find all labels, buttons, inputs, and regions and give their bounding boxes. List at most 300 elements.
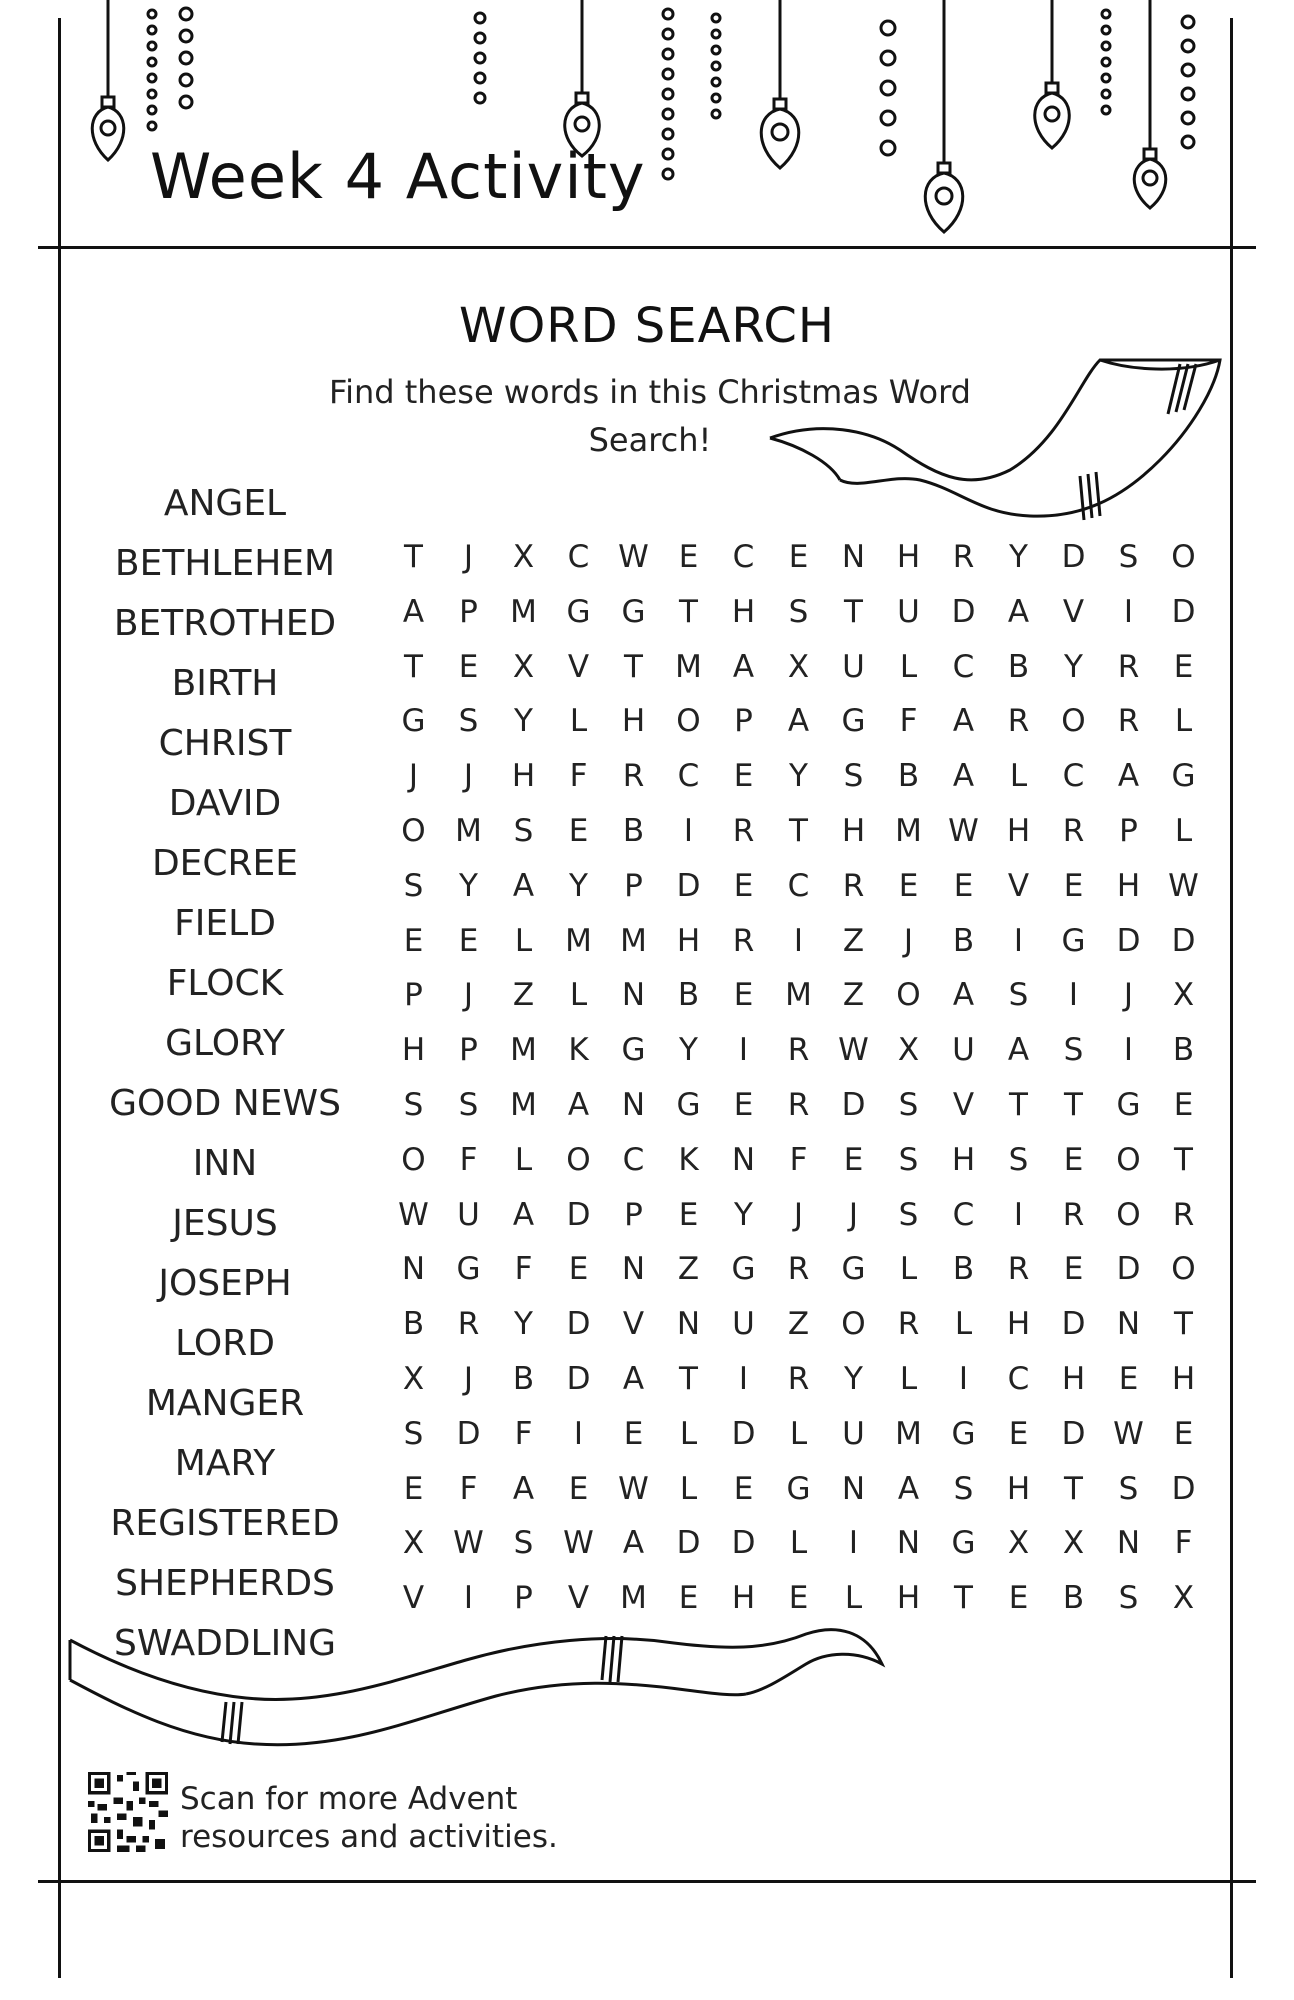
- grid-letter: B: [402, 1306, 425, 1343]
- grid-letter: R: [1062, 1196, 1085, 1233]
- grid-letter: Y: [734, 1196, 753, 1233]
- grid-letter: K: [568, 1032, 589, 1069]
- grid-letter: E: [733, 1086, 754, 1123]
- grid-letter: P: [734, 703, 753, 740]
- grid-letter: U: [897, 593, 920, 630]
- word-list-item: DECREE: [151, 843, 299, 884]
- grid-letter: C: [952, 648, 975, 685]
- grid-letter: H: [676, 922, 701, 959]
- grid-letter: G: [951, 1525, 976, 1562]
- word-list-item: BETROTHED: [113, 603, 337, 644]
- grid-letter: E: [458, 648, 479, 685]
- grid-letter: P: [624, 1196, 643, 1233]
- grid-letter: S: [403, 1086, 424, 1123]
- grid-letter: G: [1061, 922, 1086, 959]
- grid-letter: U: [842, 1415, 865, 1452]
- grid-letter: D: [676, 867, 701, 904]
- grid-letter: C: [677, 758, 700, 795]
- grid-letter: R: [897, 1306, 920, 1343]
- grid-letter: M: [620, 1580, 647, 1617]
- grid-letter: M: [510, 593, 537, 630]
- grid-letter: N: [841, 539, 866, 575]
- grid-letter: K: [678, 1141, 699, 1178]
- word-list-item: LORD: [175, 1323, 275, 1364]
- grid-letter: W: [563, 1525, 594, 1562]
- grid-letter: T: [679, 593, 698, 630]
- grid-letter: N: [621, 1251, 646, 1288]
- grid-letter: R: [787, 1086, 810, 1123]
- grid-letter: Z: [677, 1251, 700, 1288]
- grid-letter: H: [511, 758, 536, 795]
- word-list-item: SWADDLING: [113, 1623, 337, 1664]
- grid-letter: I: [848, 1525, 859, 1562]
- grid-letter: Z: [512, 977, 535, 1014]
- grid-letter: R: [1062, 812, 1085, 849]
- grid-letter: L: [899, 1360, 918, 1397]
- grid-letter: I: [1013, 922, 1024, 959]
- grid-letter: O: [1171, 1251, 1196, 1288]
- grid-letter: E: [788, 539, 809, 575]
- grid-letter: I: [1068, 977, 1079, 1014]
- grid-letter: A: [402, 593, 425, 630]
- word-search-heading: WORD SEARCH: [458, 298, 835, 354]
- grid-letter: L: [679, 1415, 698, 1452]
- grid-letter: W: [1168, 867, 1199, 904]
- grid-letter: X: [512, 539, 535, 575]
- grid-letter: G: [951, 1415, 976, 1452]
- grid-letter: Z: [787, 1306, 810, 1343]
- grid-letter: J: [793, 1196, 804, 1233]
- grid-letter: R: [732, 812, 755, 849]
- grid-letter: A: [732, 648, 755, 685]
- grid-letter: G: [401, 703, 426, 740]
- grid-letter: X: [787, 648, 810, 685]
- grid-letter: O: [1171, 539, 1196, 575]
- grid-letter: S: [1008, 977, 1029, 1014]
- grid-letter: T: [1064, 1470, 1083, 1507]
- grid-letter: A: [952, 758, 975, 795]
- grid-letter: S: [843, 758, 864, 795]
- grid-letter: X: [1062, 1525, 1085, 1562]
- grid-letter: J: [408, 758, 419, 795]
- grid-letter: S: [1063, 1032, 1084, 1069]
- grid-letter: O: [841, 1306, 866, 1343]
- grid-letter: I: [1013, 1196, 1024, 1233]
- page-title: Week 4 Activity: [150, 140, 646, 213]
- grid-letter: H: [896, 539, 921, 575]
- grid-letter: V: [567, 648, 590, 685]
- grid-letter: B: [512, 1360, 535, 1397]
- grid-letter: E: [678, 1580, 699, 1617]
- grid-letter: D: [1061, 539, 1086, 575]
- word-list-item: REGISTERED: [110, 1503, 340, 1544]
- grid-letter: P: [404, 977, 423, 1014]
- word-list-item: DAVID: [168, 783, 282, 824]
- grid-letter: S: [898, 1196, 919, 1233]
- grid-letter: N: [1116, 1306, 1141, 1343]
- grid-letter: E: [1173, 1086, 1194, 1123]
- grid-letter: A: [897, 1470, 920, 1507]
- grid-letter: E: [843, 1141, 864, 1178]
- grid-letter: S: [403, 867, 424, 904]
- grid-letter: S: [458, 1086, 479, 1123]
- grid-letter: W: [398, 1196, 429, 1233]
- grid-letter: E: [1063, 1251, 1084, 1288]
- grid-letter: E: [733, 758, 754, 795]
- grid-letter: L: [514, 922, 533, 959]
- grid-letter: E: [568, 1470, 589, 1507]
- grid-letter: L: [569, 977, 588, 1014]
- grid-letter: L: [514, 1141, 533, 1178]
- word-list-item: FIELD: [174, 903, 276, 944]
- grid-letter: R: [787, 1360, 810, 1397]
- grid-letter: J: [463, 758, 474, 795]
- grid-letter: A: [952, 977, 975, 1014]
- grid-letter: E: [623, 1415, 644, 1452]
- grid-letter: C: [952, 1196, 975, 1233]
- grid-letter: I: [1123, 1032, 1134, 1069]
- grid-letter: E: [1173, 648, 1194, 685]
- grid-letter: J: [463, 1360, 474, 1397]
- grid-letter: G: [621, 1032, 646, 1069]
- grid-letter: N: [1116, 1525, 1141, 1562]
- grid-letter: Z: [842, 922, 865, 959]
- grid-letter: D: [951, 593, 976, 630]
- grid-letter: E: [1008, 1415, 1029, 1452]
- grid-letter: B: [1172, 1032, 1195, 1069]
- grid-letter: D: [1116, 922, 1141, 959]
- grid-letter: E: [953, 867, 974, 904]
- grid-letter: O: [401, 1141, 426, 1178]
- grid-letter: M: [565, 922, 592, 959]
- grid-letter: C: [1007, 1360, 1030, 1397]
- grid-letter: G: [786, 1470, 811, 1507]
- grid-letter: M: [785, 977, 812, 1014]
- grid-letter: J: [1123, 977, 1134, 1014]
- grid-letter: V: [1007, 867, 1030, 904]
- word-list-item: MANGER: [145, 1383, 305, 1424]
- grid-letter: P: [514, 1580, 533, 1617]
- grid-letter: S: [403, 1415, 424, 1452]
- grid-letter: F: [459, 1470, 478, 1507]
- grid-letter: S: [1118, 1580, 1139, 1617]
- grid-letter: W: [453, 1525, 484, 1562]
- grid-letter: G: [731, 1251, 756, 1288]
- grid-letter: H: [1006, 1470, 1031, 1507]
- grid-letter: T: [679, 1360, 698, 1397]
- grid-letter: B: [677, 977, 700, 1014]
- grid-letter: H: [731, 593, 756, 630]
- grid-letter: M: [895, 1415, 922, 1452]
- grid-letter: G: [841, 703, 866, 740]
- grid-letter: N: [731, 1141, 756, 1178]
- grid-letter: S: [1118, 539, 1139, 575]
- grid-letter: R: [1117, 703, 1140, 740]
- qr-code-icon: [88, 1772, 168, 1852]
- grid-letter: D: [1171, 1470, 1196, 1507]
- grid-letter: X: [1172, 977, 1195, 1014]
- grid-letter: L: [844, 1580, 863, 1617]
- grid-letter: P: [624, 867, 643, 904]
- grid-letter: E: [1008, 1580, 1029, 1617]
- grid-letter: E: [1173, 1415, 1194, 1452]
- grid-letter: T: [1009, 1086, 1028, 1123]
- grid-letter: L: [899, 648, 918, 685]
- grid-letter: A: [1007, 1032, 1030, 1069]
- word-list-item: BIRTH: [171, 663, 279, 704]
- grid-letter: M: [620, 922, 647, 959]
- grid-letter: H: [951, 1141, 976, 1178]
- grid-letter: D: [456, 1415, 481, 1452]
- grid-letter: E: [733, 867, 754, 904]
- grid-letter: E: [788, 1580, 809, 1617]
- word-list-item: INN: [192, 1143, 258, 1184]
- word-list-item: GOOD NEWS: [109, 1083, 341, 1124]
- grid-letter: G: [841, 1251, 866, 1288]
- grid-letter: Y: [459, 867, 478, 904]
- grid-letter: B: [1007, 648, 1030, 685]
- letter-grid: [386, 530, 1211, 1626]
- grid-letter: Y: [569, 867, 588, 904]
- grid-letter: C: [1062, 758, 1085, 795]
- grid-letter: H: [841, 812, 866, 849]
- grid-letter: G: [1116, 1086, 1141, 1123]
- grid-letter: A: [512, 1470, 535, 1507]
- grid-letter: D: [566, 1306, 591, 1343]
- grid-letter: R: [952, 539, 975, 575]
- grid-letter: F: [514, 1415, 533, 1452]
- grid-letter: H: [1006, 1306, 1031, 1343]
- grid-letter: I: [793, 922, 804, 959]
- grid-letter: T: [624, 648, 643, 685]
- grid-letter: Y: [789, 758, 808, 795]
- grid-letter: V: [622, 1306, 645, 1343]
- grid-letter: B: [952, 1251, 975, 1288]
- grid-letter: G: [1171, 758, 1196, 795]
- word-list-item: SHEPHERDS: [115, 1563, 335, 1604]
- grid-letter: L: [1009, 758, 1028, 795]
- grid-letter: E: [1118, 1360, 1139, 1397]
- grid-letter: L: [954, 1306, 973, 1343]
- grid-letter: E: [403, 922, 424, 959]
- grid-letter: S: [513, 1525, 534, 1562]
- grid-letter: E: [403, 1470, 424, 1507]
- grid-letter: X: [1172, 1580, 1195, 1617]
- grid-letter: E: [1063, 867, 1084, 904]
- grid-letter: A: [1007, 593, 1030, 630]
- grid-letter: Z: [842, 977, 865, 1014]
- grid-letter: T: [404, 539, 423, 575]
- word-list-item: JESUS: [172, 1203, 278, 1244]
- grid-letter: R: [1007, 1251, 1030, 1288]
- grid-letter: D: [676, 1525, 701, 1562]
- word-list-item: JOSEPH: [158, 1263, 292, 1304]
- grid-letter: T: [1174, 1141, 1193, 1178]
- grid-letter: J: [463, 539, 474, 575]
- grid-letter: I: [683, 812, 694, 849]
- grid-letter: N: [621, 1086, 646, 1123]
- grid-letter: P: [1119, 812, 1138, 849]
- grid-letter: E: [1063, 1141, 1084, 1178]
- grid-letter: U: [732, 1306, 755, 1343]
- grid-letter: N: [676, 1306, 701, 1343]
- grid-letter: X: [402, 1525, 425, 1562]
- grid-letter: N: [401, 1251, 426, 1288]
- qr-caption: [180, 1780, 558, 1856]
- grid-letter: D: [841, 1086, 866, 1123]
- grid-letter: S: [1118, 1470, 1139, 1507]
- ribbon-decoration-bottom: [66, 1620, 896, 1770]
- grid-letter: F: [899, 703, 918, 740]
- word-list-item: GLORY: [165, 1023, 285, 1064]
- grid-letter: O: [676, 703, 701, 740]
- grid-letter: W: [1113, 1415, 1144, 1452]
- grid-letter: G: [621, 593, 646, 630]
- grid-letter: V: [952, 1086, 975, 1123]
- grid-letter: L: [679, 1470, 698, 1507]
- grid-letter: C: [787, 867, 810, 904]
- grid-letter: G: [566, 593, 591, 630]
- grid-letter: A: [567, 1086, 590, 1123]
- grid-letter: J: [848, 1196, 859, 1233]
- word-list-item: MARY: [174, 1443, 276, 1484]
- word-list-item: BETHLEHEM: [114, 543, 336, 584]
- grid-letter: H: [401, 1032, 426, 1069]
- instructions-text: Find these words in this Christmas Word Search!: [329, 373, 971, 459]
- grid-letter: O: [401, 812, 426, 849]
- grid-letter: I: [463, 1580, 474, 1617]
- grid-letter: C: [622, 1141, 645, 1178]
- grid-letter: Y: [1064, 648, 1083, 685]
- grid-letter: R: [787, 1032, 810, 1069]
- grid-letter: A: [952, 703, 975, 740]
- grid-letter: L: [569, 703, 588, 740]
- grid-letter: U: [952, 1032, 975, 1069]
- grid-letter: W: [838, 1032, 869, 1069]
- grid-letter: F: [459, 1141, 478, 1178]
- grid-letter: M: [675, 648, 702, 685]
- grid-letter: B: [622, 812, 645, 849]
- grid-letter: B: [1062, 1580, 1085, 1617]
- grid-letter: I: [573, 1415, 584, 1452]
- grid-letter: Y: [1009, 539, 1028, 575]
- grid-letter: J: [463, 977, 474, 1014]
- grid-letter: M: [510, 1032, 537, 1069]
- grid-letter: O: [1116, 1196, 1141, 1233]
- grid-letter: N: [896, 1525, 921, 1562]
- grid-letter: T: [404, 648, 423, 685]
- grid-letter: D: [566, 1196, 591, 1233]
- grid-letter: A: [512, 1196, 535, 1233]
- grid-letter: C: [732, 539, 755, 575]
- qr-caption-line: resources and activities.: [180, 1819, 558, 1855]
- grid-letter: X: [512, 648, 535, 685]
- grid-letter: D: [1171, 593, 1196, 630]
- grid-letter: G: [456, 1251, 481, 1288]
- grid-letter: D: [731, 1415, 756, 1452]
- grid-letter: L: [899, 1251, 918, 1288]
- grid-letter: N: [621, 977, 646, 1014]
- grid-letter: U: [842, 648, 865, 685]
- grid-letter: L: [789, 1525, 808, 1562]
- grid-letter: T: [844, 593, 863, 630]
- grid-letter: H: [621, 703, 646, 740]
- grid-letter: S: [1008, 1141, 1029, 1178]
- grid-letter: G: [676, 1086, 701, 1123]
- word-list-item: FLOCK: [166, 963, 284, 1004]
- grid-letter: D: [1061, 1415, 1086, 1452]
- grid-letter: E: [568, 812, 589, 849]
- grid-letter: A: [622, 1525, 645, 1562]
- footer-divider: [38, 1880, 1256, 1883]
- grid-letter: M: [455, 812, 482, 849]
- grid-letter: S: [898, 1141, 919, 1178]
- grid-letter: A: [787, 703, 810, 740]
- grid-letter: D: [1171, 922, 1196, 959]
- grid-letter: L: [789, 1415, 808, 1452]
- grid-letter: L: [1174, 812, 1193, 849]
- grid-letter: A: [622, 1360, 645, 1397]
- grid-letter: T: [1174, 1306, 1193, 1343]
- grid-letter: D: [1061, 1306, 1086, 1343]
- grid-letter: A: [512, 867, 535, 904]
- grid-letter: E: [678, 1196, 699, 1233]
- grid-letter: S: [953, 1470, 974, 1507]
- grid-letter: S: [788, 593, 809, 630]
- grid-letter: T: [954, 1580, 973, 1617]
- grid-letter: L: [1174, 703, 1193, 740]
- grid-letter: D: [731, 1525, 756, 1562]
- grid-letter: O: [896, 977, 921, 1014]
- grid-letter: I: [738, 1032, 749, 1069]
- grid-letter: H: [731, 1580, 756, 1617]
- grid-letter: H: [1116, 867, 1141, 904]
- grid-letter: T: [1064, 1086, 1083, 1123]
- grid-letter: W: [948, 812, 979, 849]
- grid-letter: H: [1171, 1360, 1196, 1397]
- grid-letter: O: [1116, 1141, 1141, 1178]
- grid-letter: W: [618, 1470, 649, 1507]
- grid-letter: V: [567, 1580, 590, 1617]
- grid-letter: N: [841, 1470, 866, 1507]
- grid-letter: R: [457, 1306, 480, 1343]
- word-list-item: ANGEL: [163, 483, 287, 524]
- grid-letter: R: [1007, 703, 1030, 740]
- grid-letter: P: [459, 593, 478, 630]
- word-list: [90, 474, 360, 1674]
- grid-letter: X: [897, 1032, 920, 1069]
- grid-letter: W: [618, 539, 649, 575]
- grid-letter: Y: [679, 1032, 698, 1069]
- grid-letter: C: [567, 539, 590, 575]
- grid-letter: I: [1123, 593, 1134, 630]
- grid-letter: A: [1117, 758, 1140, 795]
- grid-letter: O: [1061, 703, 1086, 740]
- grid-letter: D: [1116, 1251, 1141, 1288]
- grid-letter: R: [842, 867, 865, 904]
- grid-letter: Y: [514, 1306, 533, 1343]
- grid-letter: P: [459, 1032, 478, 1069]
- grid-letter: F: [789, 1141, 808, 1178]
- grid-letter: R: [1172, 1196, 1195, 1233]
- grid-letter: X: [1007, 1525, 1030, 1562]
- qr-caption-line: Scan for more Advent: [180, 1781, 518, 1817]
- grid-letter: T: [789, 812, 808, 849]
- grid-letter: I: [738, 1360, 749, 1397]
- grid-letter: U: [457, 1196, 480, 1233]
- grid-letter: E: [678, 539, 699, 575]
- grid-letter: E: [733, 1470, 754, 1507]
